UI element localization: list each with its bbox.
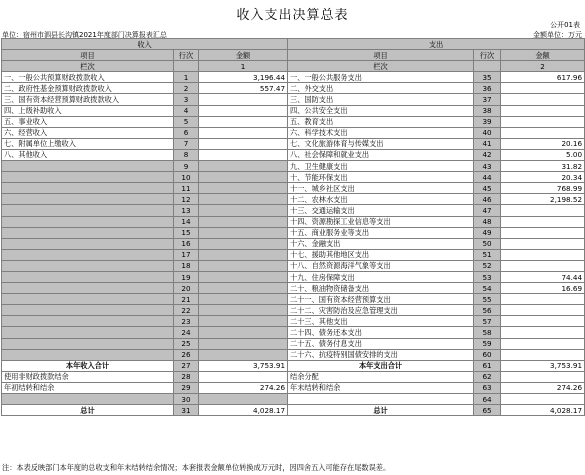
income-item-cell <box>2 260 174 271</box>
income-item-cell <box>2 327 174 338</box>
page-title: 收入支出决算总表 <box>236 8 349 23</box>
expense-row-no-cell: 58 <box>474 327 501 338</box>
income-amount-cell <box>199 305 288 316</box>
income-item-cell <box>2 294 174 305</box>
income-amount-cell <box>199 238 288 249</box>
income-item-cell: 五、事业收入 <box>2 116 174 127</box>
section-header-row <box>2 39 585 50</box>
expense-item-cell: 十三、交通运输支出 <box>288 205 474 216</box>
expense-item-cell: 二十三、其他支出 <box>288 316 474 327</box>
table-row <box>2 127 585 138</box>
income-amount-cell <box>199 138 288 149</box>
expense-amount-cell: 768.99 <box>501 183 585 194</box>
expense-row-no-cell: 45 <box>474 183 501 194</box>
income-row-no-cell: 9 <box>174 161 199 172</box>
expense-item-cell: 二十六、抗疫特别国债安排的支出 <box>288 349 474 360</box>
unit-label: 单位：宿州市泗县长沟镇2021年度部门决算报表汇总 <box>2 31 167 39</box>
expense-amount-cell <box>501 327 585 338</box>
table-row <box>2 260 585 271</box>
expense-item-cell: 十二、农林水支出 <box>288 194 474 205</box>
income-item-cell <box>2 205 174 216</box>
table-row <box>2 338 585 349</box>
income-amount-cell <box>199 283 288 294</box>
expense-amount-cell <box>501 349 585 360</box>
expense-amount-cell: 4,028.17 <box>501 405 585 416</box>
expense-column-blank <box>474 61 501 72</box>
expense-amount-cell <box>501 394 585 405</box>
expense-item-cell: 十五、商业服务业等支出 <box>288 227 474 238</box>
income-item-cell: 一、一般公共预算财政拨款收入 <box>2 72 174 83</box>
income-row-no-cell: 25 <box>174 338 199 349</box>
amount-unit-label: 金额单位：万元 <box>533 31 582 39</box>
income-row-no-cell: 17 <box>174 249 199 260</box>
expense-item-cell: 年末结转和结余 <box>288 382 474 393</box>
expense-row-no-cell: 51 <box>474 249 501 260</box>
expense-amount-cell <box>501 94 585 105</box>
expense-amount-cell <box>501 205 585 216</box>
expense-item-cell: 二十五、债务付息支出 <box>288 338 474 349</box>
expense-amount-cell <box>501 294 585 305</box>
income-item-cell: 二、政府性基金预算财政拨款收入 <box>2 83 174 94</box>
expense-row-no-cell: 42 <box>474 149 501 160</box>
income-row-no-cell: 24 <box>174 327 199 338</box>
expense-row-no-cell: 48 <box>474 216 501 227</box>
income-amount-cell: 3,753.91 <box>199 360 288 371</box>
expense-item-cell: 十六、金融支出 <box>288 238 474 249</box>
expense-item-cell: 三、国防支出 <box>288 94 474 105</box>
income-item-cell <box>2 271 174 282</box>
expense-amount-cell <box>501 305 585 316</box>
income-amount-cell <box>199 260 288 271</box>
expense-amount-cell <box>501 371 585 382</box>
expense-row-no-cell: 60 <box>474 349 501 360</box>
income-amount-cell <box>199 371 288 382</box>
income-amount-cell <box>199 249 288 260</box>
expense-row-no-cell: 54 <box>474 283 501 294</box>
expense-column-label: 栏次 <box>288 61 474 72</box>
income-row-no-cell: 7 <box>174 138 199 149</box>
column-header-row <box>2 50 585 61</box>
form-code: 公开01表 <box>550 21 580 29</box>
income-item-cell <box>2 238 174 249</box>
expense-row-no-cell: 59 <box>474 338 501 349</box>
income-amount-cell <box>199 205 288 216</box>
expense-amount-cell: 3,753.91 <box>501 360 585 371</box>
income-expense-table <box>1 38 585 416</box>
income-amount-cell <box>199 327 288 338</box>
table-row <box>2 83 585 94</box>
table-row <box>2 172 585 183</box>
table-row <box>2 105 585 116</box>
income-item-cell <box>2 349 174 360</box>
expense-amount-cell <box>501 249 585 260</box>
income-amount-cell <box>199 161 288 172</box>
income-item-cell: 总计 <box>2 405 174 416</box>
expense-row-no-cell: 65 <box>474 405 501 416</box>
table-row <box>2 227 585 238</box>
column-index-row <box>2 61 585 72</box>
income-row-no-cell: 5 <box>174 116 199 127</box>
income-amount-cell <box>199 105 288 116</box>
expense-item-cell: 十七、援助其他地区支出 <box>288 249 474 260</box>
expense-item-cell: 十八、自然资源海洋气象等支出 <box>288 260 474 271</box>
table-row <box>2 249 585 260</box>
expense-item-cell: 十、节能环保支出 <box>288 172 474 183</box>
expense-amount-cell <box>501 127 585 138</box>
income-row-no-cell: 4 <box>174 105 199 116</box>
income-amount-cell <box>199 338 288 349</box>
expense-amount-cell: 20.16 <box>501 138 585 149</box>
table-row <box>2 382 585 393</box>
income-row-no-cell: 23 <box>174 316 199 327</box>
income-item-cell <box>2 305 174 316</box>
expense-row-no-cell: 36 <box>474 83 501 94</box>
expense-row-no-cell: 57 <box>474 316 501 327</box>
expense-item-cell: 二十四、债务还本支出 <box>288 327 474 338</box>
expense-row-no-cell: 64 <box>474 394 501 405</box>
table-row <box>2 216 585 227</box>
income-amount-cell <box>199 227 288 238</box>
income-item-cell: 年初结转和结余 <box>2 382 174 393</box>
expense-amount-cell <box>501 316 585 327</box>
income-item-cell <box>2 194 174 205</box>
income-row-no-cell: 8 <box>174 149 199 160</box>
income-row-no-cell: 20 <box>174 283 199 294</box>
income-row-no-cell: 26 <box>174 349 199 360</box>
expense-amount-cell: 31.82 <box>501 161 585 172</box>
table-row <box>2 116 585 127</box>
income-row-no-cell: 19 <box>174 271 199 282</box>
expense-amount-cell <box>501 227 585 238</box>
expense-row-no-cell: 38 <box>474 105 501 116</box>
income-amount-cell <box>199 194 288 205</box>
expense-row-no-cell: 47 <box>474 205 501 216</box>
expense-row-no-cell: 56 <box>474 305 501 316</box>
expense-item-cell: 六、科学技术支出 <box>288 127 474 138</box>
income-row-no-cell: 11 <box>174 183 199 194</box>
expense-amount-cell <box>501 238 585 249</box>
table-row <box>2 316 585 327</box>
expense-amount-header: 金额 <box>501 50 585 61</box>
income-amount-cell <box>199 294 288 305</box>
income-amount-cell: 274.26 <box>199 382 288 393</box>
expense-amount-cell <box>501 105 585 116</box>
income-item-cell: 使用非财政拨款结余 <box>2 371 174 382</box>
income-row-no-cell: 18 <box>174 260 199 271</box>
table-row <box>2 205 585 216</box>
income-amount-cell: 4,028.17 <box>199 405 288 416</box>
expense-row-no-cell: 40 <box>474 127 501 138</box>
table-row <box>2 327 585 338</box>
expense-item-cell: 十四、资源勘探工业信息等支出 <box>288 216 474 227</box>
expense-item-cell: 十九、住房保障支出 <box>288 271 474 282</box>
expense-item-cell: 二十、粮油物资储备支出 <box>288 283 474 294</box>
table-row <box>2 349 585 360</box>
expense-item-header: 项目 <box>288 50 474 61</box>
income-row-no-cell: 1 <box>174 72 199 83</box>
table-row <box>2 161 585 172</box>
income-item-cell <box>2 283 174 294</box>
expense-amount-cell: 16.69 <box>501 283 585 294</box>
table-row <box>2 405 585 416</box>
income-amount-cell <box>199 116 288 127</box>
income-row-no-cell: 22 <box>174 305 199 316</box>
expense-item-cell: 一、一般公共服务支出 <box>288 72 474 83</box>
income-item-cell: 六、经营收入 <box>2 127 174 138</box>
table-row <box>2 72 585 83</box>
expense-amount-cell <box>501 116 585 127</box>
table-row <box>2 149 585 160</box>
expense-amount-cell: 5.00 <box>501 149 585 160</box>
expense-item-cell: 十一、城乡社区支出 <box>288 183 474 194</box>
income-column-index: 1 <box>199 61 288 72</box>
table-row <box>2 394 585 405</box>
income-item-cell: 八、其他收入 <box>2 149 174 160</box>
income-item-header: 项目 <box>2 50 174 61</box>
income-row-no-cell: 2 <box>174 83 199 94</box>
expense-amount-cell: 74.44 <box>501 271 585 282</box>
table-row <box>2 238 585 249</box>
income-item-cell: 三、国有资本经营预算财政拨款收入 <box>2 94 174 105</box>
expense-row-no-cell: 43 <box>474 161 501 172</box>
expense-item-cell: 本年支出合计 <box>288 360 474 371</box>
expense-item-cell: 二十二、灾害防治及应急管理支出 <box>288 305 474 316</box>
table-row <box>2 305 585 316</box>
income-item-cell: 七、附属单位上缴收入 <box>2 138 174 149</box>
income-amount-header: 金额 <box>199 50 288 61</box>
income-row-no-cell: 27 <box>174 360 199 371</box>
income-row-no-cell: 21 <box>174 294 199 305</box>
expense-row-no-header: 行次 <box>474 50 501 61</box>
expense-item-cell <box>288 394 474 405</box>
expense-row-no-cell: 61 <box>474 360 501 371</box>
expense-item-cell: 总计 <box>288 405 474 416</box>
income-row-no-cell: 30 <box>174 394 199 405</box>
income-row-no-cell: 15 <box>174 227 199 238</box>
income-section-header: 收入 <box>2 39 288 50</box>
income-item-cell <box>2 338 174 349</box>
income-amount-cell <box>199 271 288 282</box>
expense-row-no-cell: 63 <box>474 382 501 393</box>
expense-item-cell: 九、卫生健康支出 <box>288 161 474 172</box>
expense-row-no-cell: 39 <box>474 116 501 127</box>
income-item-cell <box>2 316 174 327</box>
expense-column-index: 2 <box>501 61 585 72</box>
table-row <box>2 371 585 382</box>
income-item-cell <box>2 161 174 172</box>
income-row-no-cell: 16 <box>174 238 199 249</box>
expense-amount-cell: 274.26 <box>501 382 585 393</box>
expense-item-cell: 二、外交支出 <box>288 83 474 94</box>
income-amount-cell <box>199 349 288 360</box>
table-row <box>2 294 585 305</box>
income-row-no-cell: 10 <box>174 172 199 183</box>
expense-row-no-cell: 41 <box>474 138 501 149</box>
expense-amount-cell: 2,198.52 <box>501 194 585 205</box>
expense-item-cell: 七、文化旅游体育与传媒支出 <box>288 138 474 149</box>
income-item-cell <box>2 183 174 194</box>
expense-item-cell: 四、公共安全支出 <box>288 105 474 116</box>
expense-row-no-cell: 46 <box>474 194 501 205</box>
income-item-cell <box>2 227 174 238</box>
income-amount-cell <box>199 149 288 160</box>
income-column-blank <box>174 61 199 72</box>
expense-amount-cell <box>501 83 585 94</box>
expense-row-no-cell: 44 <box>474 172 501 183</box>
expense-amount-cell: 20.34 <box>501 172 585 183</box>
expense-row-no-cell: 35 <box>474 72 501 83</box>
income-row-no-cell: 28 <box>174 371 199 382</box>
income-amount-cell <box>199 183 288 194</box>
income-row-no-cell: 13 <box>174 205 199 216</box>
income-amount-cell <box>199 216 288 227</box>
expense-row-no-cell: 52 <box>474 260 501 271</box>
income-amount-cell: 557.47 <box>199 83 288 94</box>
income-row-no-header: 行次 <box>174 50 199 61</box>
expense-row-no-cell: 53 <box>474 271 501 282</box>
expense-row-no-cell: 62 <box>474 371 501 382</box>
expense-section-header: 支出 <box>288 39 585 50</box>
footnote: 注：本表反映部门本年度的总收支和年末结转结余情况；本套报表金额单位转换成万元时，因四舍五入可能存在尾数误差。 <box>2 463 391 472</box>
expense-amount-cell: 617.96 <box>501 72 585 83</box>
expense-item-cell: 结余分配 <box>288 371 474 382</box>
income-amount-cell <box>199 94 288 105</box>
income-amount-cell: 3,196.44 <box>199 72 288 83</box>
income-amount-cell <box>199 394 288 405</box>
income-row-no-cell: 31 <box>174 405 199 416</box>
expense-amount-cell <box>501 216 585 227</box>
income-row-no-cell: 12 <box>174 194 199 205</box>
income-item-cell <box>2 394 174 405</box>
income-row-no-cell: 29 <box>174 382 199 393</box>
expense-item-cell: 二十一、国有资本经营预算支出 <box>288 294 474 305</box>
income-item-cell <box>2 216 174 227</box>
expense-row-no-cell: 37 <box>474 94 501 105</box>
income-amount-cell <box>199 172 288 183</box>
expense-amount-cell <box>501 338 585 349</box>
table-row <box>2 194 585 205</box>
table-row <box>2 283 585 294</box>
income-item-cell: 四、上级补助收入 <box>2 105 174 116</box>
table-row <box>2 271 585 282</box>
income-amount-cell <box>199 316 288 327</box>
expense-item-cell: 八、社会保障和就业支出 <box>288 149 474 160</box>
income-amount-cell <box>199 127 288 138</box>
income-row-no-cell: 6 <box>174 127 199 138</box>
table-row <box>2 94 585 105</box>
expense-row-no-cell: 49 <box>474 227 501 238</box>
expense-item-cell: 五、教育支出 <box>288 116 474 127</box>
expense-row-no-cell: 55 <box>474 294 501 305</box>
income-column-label: 栏次 <box>2 61 174 72</box>
income-item-cell: 本年收入合计 <box>2 360 174 371</box>
table-row <box>2 360 585 371</box>
income-item-cell <box>2 172 174 183</box>
income-item-cell <box>2 249 174 260</box>
table-row <box>2 138 585 149</box>
income-row-no-cell: 14 <box>174 216 199 227</box>
expense-row-no-cell: 50 <box>474 238 501 249</box>
income-row-no-cell: 3 <box>174 94 199 105</box>
expense-amount-cell <box>501 260 585 271</box>
table-row <box>2 183 585 194</box>
